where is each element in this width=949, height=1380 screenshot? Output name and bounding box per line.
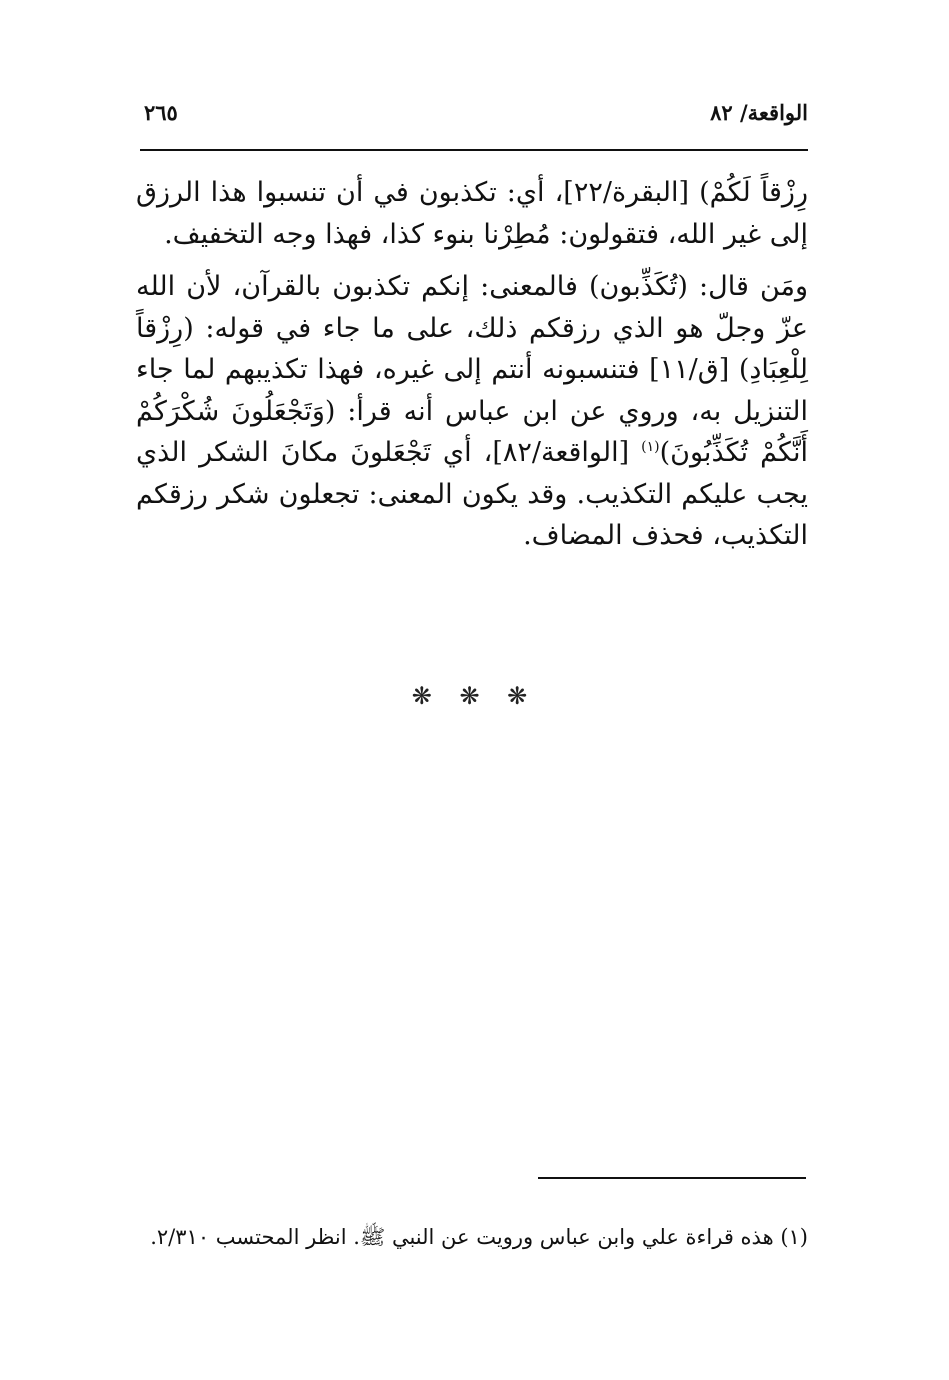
paragraph-2-continuation: [الواقعة/٨٢]، أي تَجْعَلونَ مكانَ الشكر الذي يجب عليكم التكذيب. وقد يكون المعنى: تجعلون شكر رزقكم التكذيب، فحذف المضاف. <box>136 437 808 551</box>
header-rule <box>140 149 808 151</box>
footnote-rule <box>538 1177 806 1179</box>
paragraph-2-text: ومَن قال: (تُكَذِّبون) فالمعنى: إنكم تكذبون بالقرآن، لأن الله عزّ وجلّ هو الذي رزقكم ذلك، على ما جاء في قوله: (رِزْقاً لِلْعِبَادِ) [ق/١١] فتنسبونه أنتم إلى غيره، فهذا تكذيبهم لما جاء التنزيل به، وروي عن ابن عباس أنه قرأ: (وَتَجْعَلُونَ شُكْرَكُمْ أَنَّكُمْ تُكَذِّبُونَ) <box>136 271 808 468</box>
paragraph-1: رِزْقاً لَكُمْ) [البقرة/٢٢]، أي: تكذبون في أن تنسبوا هذا الرزق إلى غير الله، فتقولون: مُطِرْنا بنوء كذا، فهذا وجه التخفيف. <box>136 177 808 250</box>
running-title: الواقعة/ ٨٢ <box>710 100 808 125</box>
body-text <box>136 172 808 557</box>
footnote: (١) هذه قراءة علي وابن عباس ورويت عن النبي ﷺ. انظر المحتسب ٢/٣١٠. <box>150 1225 808 1249</box>
page-number: ٢٦٥ <box>144 100 178 125</box>
page-header <box>140 100 808 134</box>
section-divider: ❋ ❋ ❋ <box>411 682 538 710</box>
paragraph-2 <box>136 266 808 557</box>
footnote-reference: (١) <box>641 439 660 455</box>
